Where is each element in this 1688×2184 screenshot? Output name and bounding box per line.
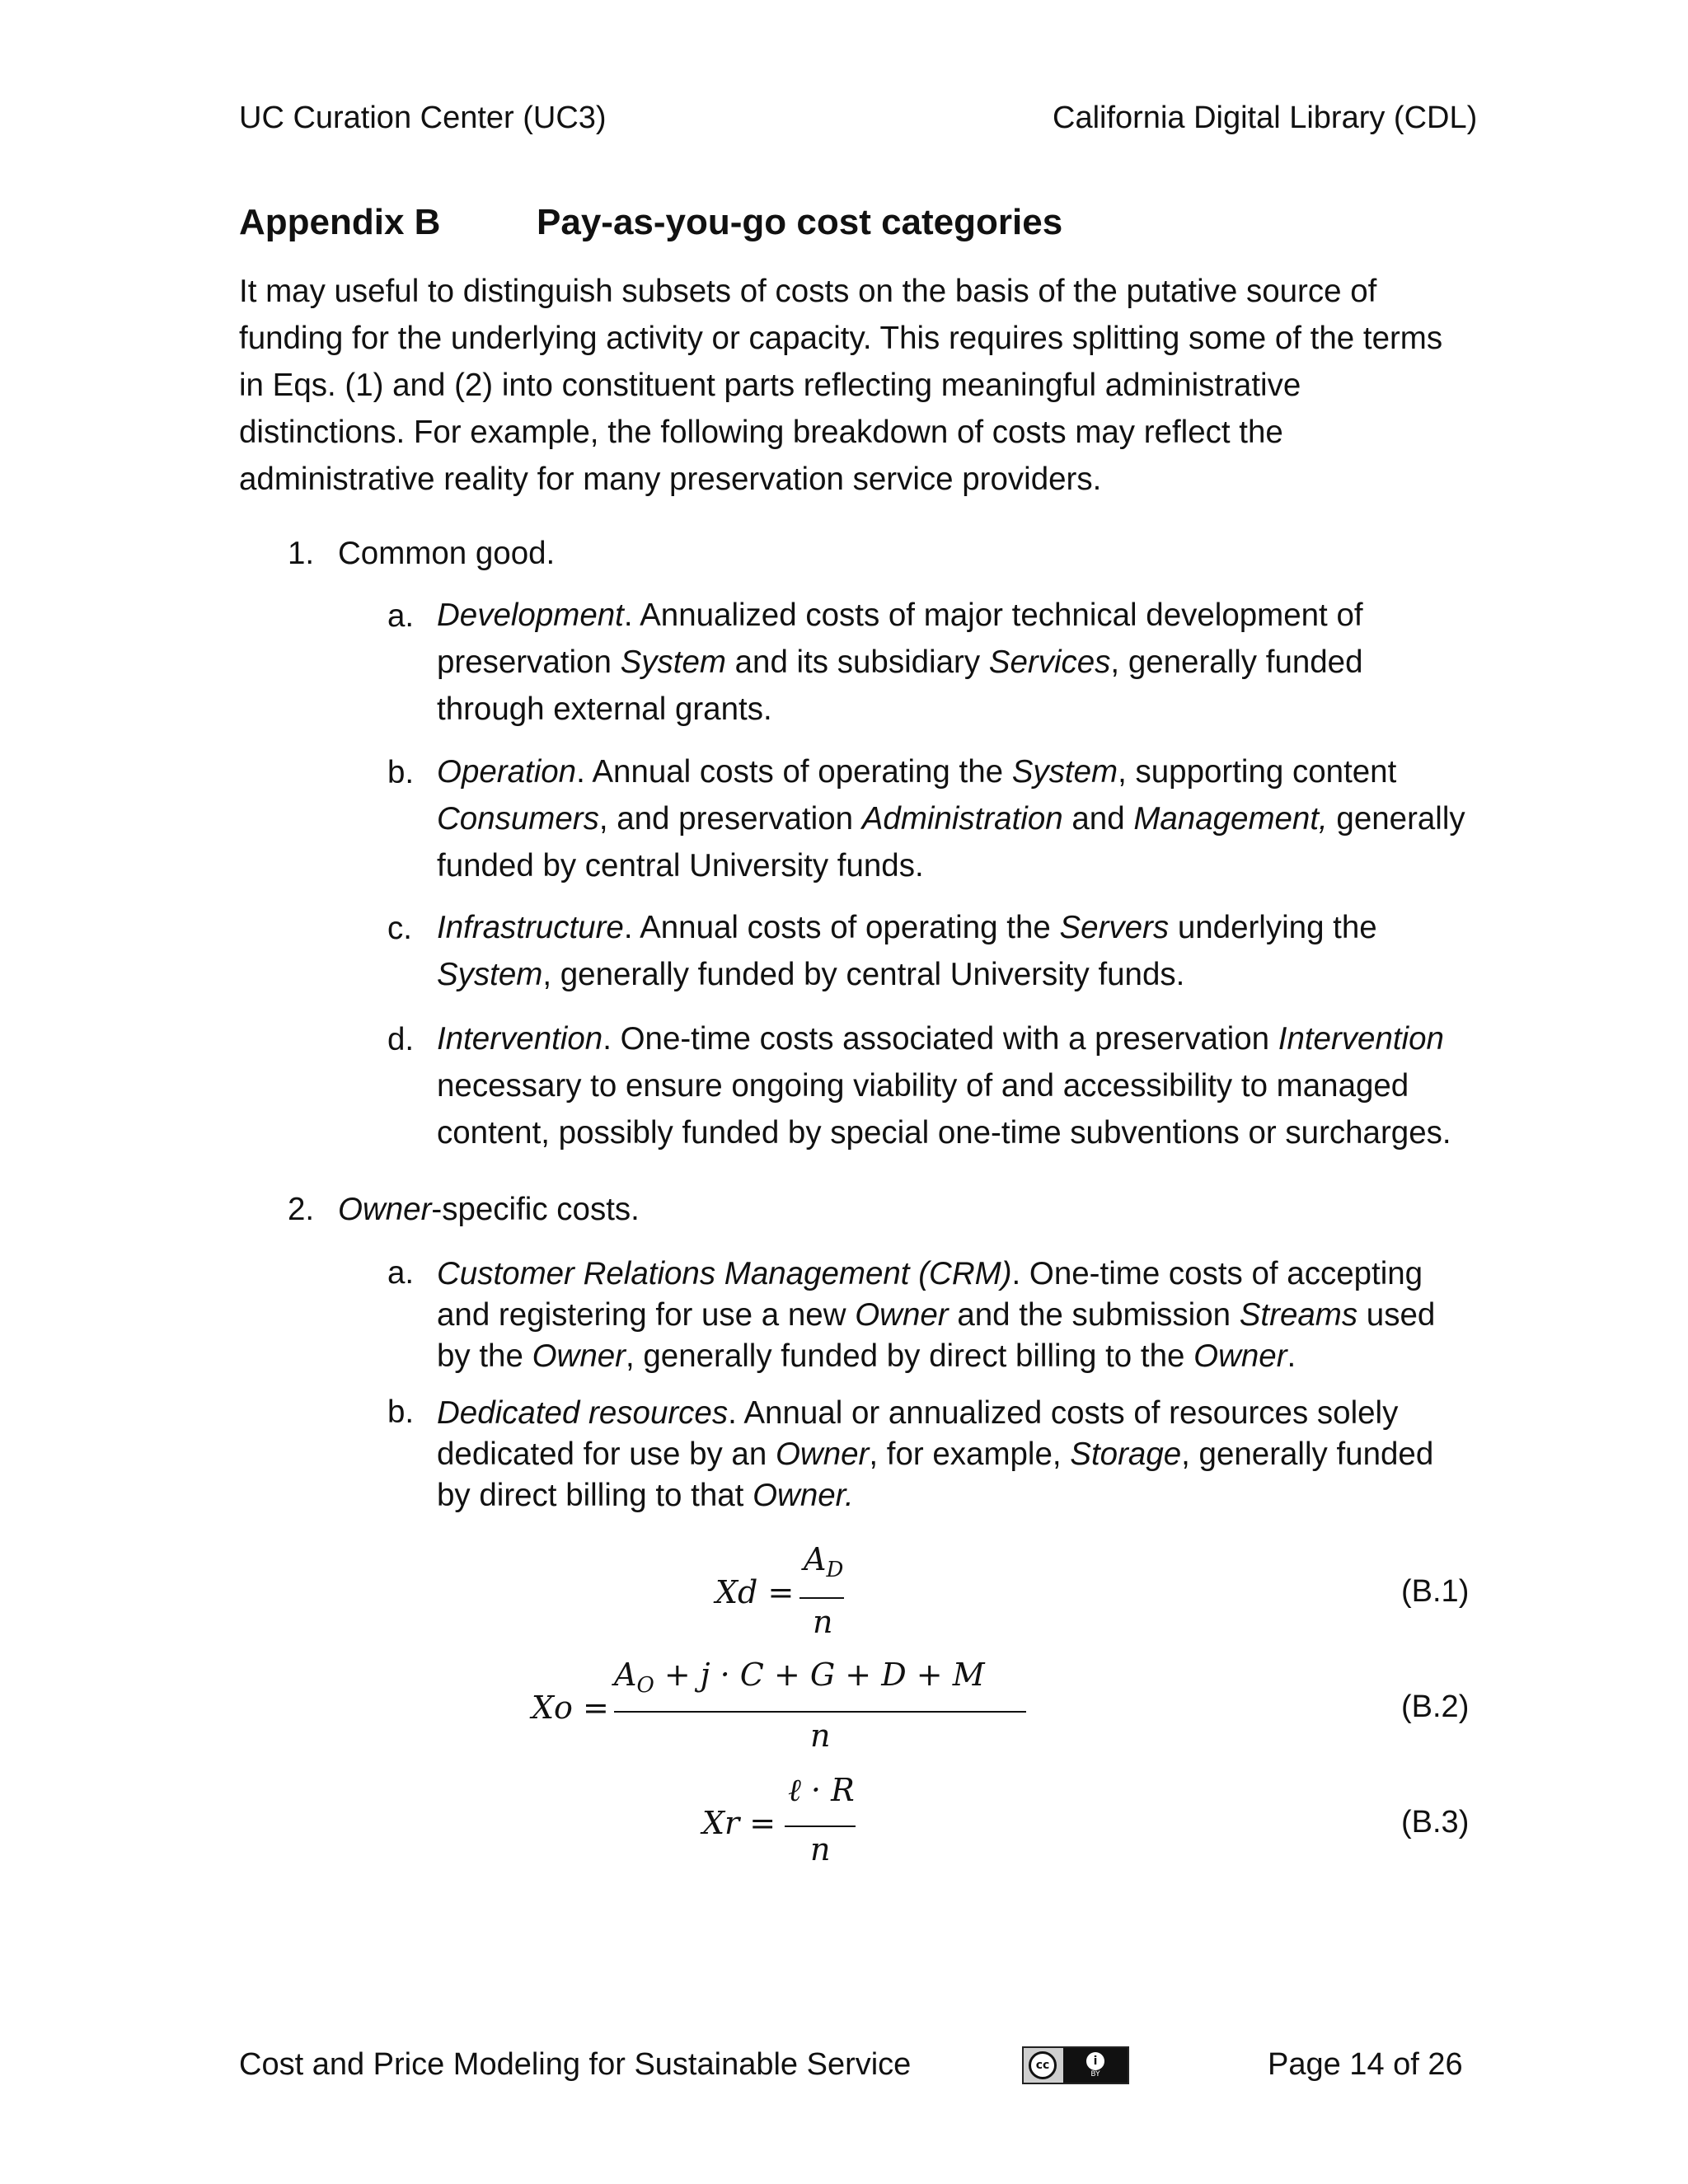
list-item-1-number: 1. <box>288 536 315 571</box>
appendix-label: Appendix B <box>239 202 441 242</box>
intro-paragraph: It may useful to distinguish subsets of costs on the basis of the putative source of funding for the underlying activity or capacity. This requires splitting some of the terms in Eqs. (1) and (2) into constituent parts reflecting meaningful administrative distinctions. For example, the following breakdown of costs may reflect the administrative reality for many preservation service providers. <box>239 274 1443 497</box>
term-intervention: Intervention <box>437 1021 603 1057</box>
cc-logo-icon: cc <box>1029 2051 1057 2079</box>
header-left: UC Curation Center (UC3) <box>239 101 607 135</box>
list-item-2-number: 2. <box>288 1192 315 1227</box>
term-operation: Operation <box>437 754 577 790</box>
term-development: Development <box>437 598 624 633</box>
sub-item-1d: Intervention. One-time costs associated with a preservation Intervention necessary to ensure ongoing viability of and accessibility to managed content, possibly funded by special one-time subventions or surcharges. <box>437 1021 1451 1151</box>
term-crm: Customer Relations Management (CRM) <box>437 1256 1012 1291</box>
sub-label-2a: a. <box>387 1255 415 1291</box>
eq-b3-lhs: Xr = <box>702 1805 776 1841</box>
by-attribution-icon: i BY <box>1063 2048 1128 2083</box>
sub-label-1b: b. <box>387 755 415 790</box>
sub-item-1b: Operation. Annual costs of operating the System, supporting content Consumers, and preservation Administration and Management, generally funded by central University funds. <box>437 754 1465 883</box>
eq-b3-denominator: n <box>810 1831 831 1868</box>
eq-b2-lhs: Xo = <box>532 1690 609 1726</box>
eq-b3-numerator: ℓ · R <box>788 1772 855 1808</box>
page-number: Page 14 of 26 <box>1268 2047 1463 2082</box>
eq-b2-denominator: n <box>810 1718 831 1754</box>
list-item-1-title: Common good. <box>338 536 556 571</box>
sub-item-1a: Development. Annualized costs of major technical development of preservation System and its subsidiary Services, generally funded through external grants. <box>437 598 1363 727</box>
eq-b1-fraction-bar <box>799 1597 844 1599</box>
sub-label-2b: b. <box>387 1394 415 1430</box>
appendix-title: Pay-as-you-go cost categories <box>537 202 1063 242</box>
sub-label-1d: d. <box>387 1022 415 1057</box>
sub-item-2a: Customer Relations Management (CRM). One-time costs of accepting and registering for use a new Owner and the submission Streams used by the Owner, generally funded by direct billing to the Owner. <box>437 1256 1436 1374</box>
footer-title: Cost and Price Modeling for Sustainable Service <box>239 2047 912 2082</box>
list-item-2-title: Owner-specific costs. <box>338 1192 640 1227</box>
cc-by-license-badge[interactable] <box>1022 2046 1129 2084</box>
header-right: California Digital Library (CDL) <box>1053 101 1478 135</box>
sub-item-1c: Infrastructure. Annual costs of operating the Servers underlying the System, generally funded by central University funds. <box>437 910 1377 992</box>
eq-b2-numerator: $A_O + j \cdot C + G + D + M$ <box>614 1657 985 1698</box>
eq-b2-label: (B.2) <box>1401 1690 1470 1724</box>
eq-b3-fraction-bar <box>785 1825 856 1827</box>
person-icon: i <box>1086 2052 1104 2070</box>
term-infrastructure: Infrastructure <box>437 910 624 945</box>
sub-label-1c: c. <box>387 911 412 946</box>
eq-b2-fraction-bar <box>614 1711 1026 1713</box>
eq-b3-label: (B.3) <box>1401 1805 1470 1840</box>
eq-b1-lhs: Xd = <box>715 1574 795 1610</box>
sub-label-1a: a. <box>387 598 415 634</box>
eq-b1-label: (B.1) <box>1401 1574 1470 1609</box>
eq-b1-numerator: $A_D$ <box>804 1541 844 1582</box>
eq-b1-denominator: n <box>813 1604 833 1640</box>
term-dedicated-resources: Dedicated resources <box>437 1395 729 1431</box>
sub-item-2b: Dedicated resources. Annual or annualized costs of resources solely dedicated for use by an Owner, for example, Storage, generally funded by direct billing to that Owner. <box>437 1395 1434 1513</box>
